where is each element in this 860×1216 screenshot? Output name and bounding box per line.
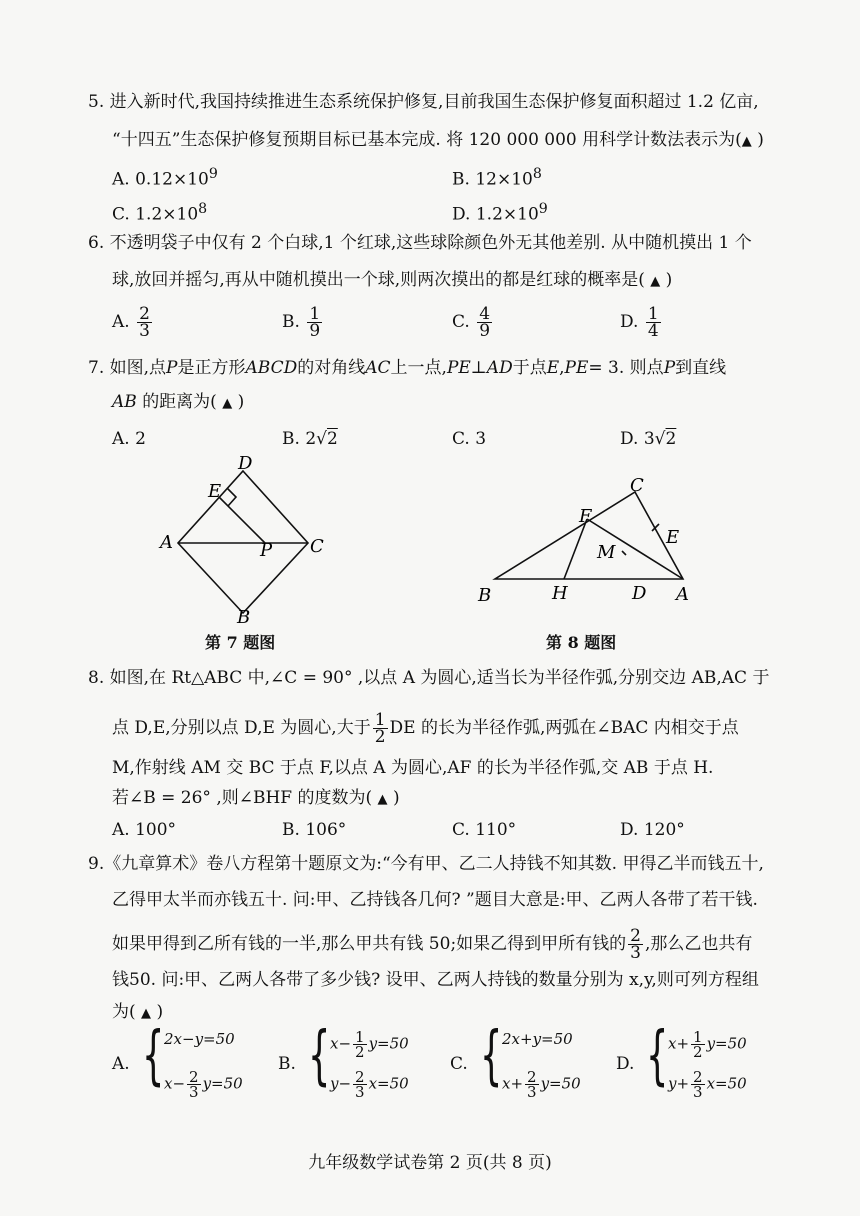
q8-option-d: D. 120° <box>620 820 685 840</box>
answer-mark: ▲ <box>141 1006 152 1021</box>
q5-option-d: D. $1.2\times 10^9$ <box>452 201 548 225</box>
q9-line5: 为( ▲ ) <box>112 1002 164 1022</box>
q9-option-d-label: D. <box>616 1054 635 1074</box>
label-b: B <box>237 607 251 628</box>
q6-option-c: C. $\frac{4}{9}$ <box>452 304 491 341</box>
right-angle-mark <box>227 488 236 506</box>
figure-7-caption: 第 7 题图 <box>205 633 276 652</box>
label-f: F <box>579 506 592 527</box>
q9-line3: 如果甲得到乙所有钱的一半,那么甲共有钱 50;如果乙得到甲所有钱的 $\frac{2}{3}$ ,那么乙也共有 <box>112 926 753 963</box>
q5-option-b: B. $12\times 10^8$ <box>452 166 542 190</box>
q7-option-d: D. 3√2 <box>620 429 677 449</box>
arc-m <box>622 551 626 555</box>
label-m: M <box>597 542 616 563</box>
label-d: D <box>238 455 253 474</box>
q5-option-c: C. $1.2\times 10^8$ <box>112 201 208 225</box>
figure-8-caption: 第 8 题图 <box>546 633 617 652</box>
question-number: 8. <box>88 668 105 688</box>
label-p: P <box>260 540 273 561</box>
q5-line2: “十四五”生态保护修复预期目标已基本完成. 将 120 000 000 用科学计数法表示为(▲ ) <box>112 130 764 150</box>
q6-option-d: D. $\frac{1}{4}$ <box>620 304 659 341</box>
q7-line1: 7. 如图,点P是正方形ABCD的对角线AC上一点,PE⊥AD于点E,PE= 3. 则点P到直线 <box>88 358 727 378</box>
question-number: 7. <box>88 358 105 378</box>
q8-option-a: A. 100° <box>112 820 177 840</box>
q9-option-b-label: B. <box>278 1054 296 1074</box>
q7-option-c: C. 3 <box>452 429 487 449</box>
answer-mark: ▲ <box>377 792 388 807</box>
q6-line1: 6. 不透明袋子中仅有 2 个白球,1 个红球,这些球除颜色外无其他差别. 从中随机摸出 1 个 <box>88 233 752 253</box>
q6-option-a: A. $\frac{2}{3}$ <box>112 304 150 341</box>
q9-line1: 9.《九章算术》卷八方程第十题原文为:“今有甲、乙二人持钱不知其数. 甲得乙半而钱五十, <box>88 854 764 874</box>
label-a: A <box>160 532 173 553</box>
question-number: 5. <box>88 92 105 112</box>
q7-option-b: B. 2√2 <box>282 429 338 449</box>
figure-7-diagram <box>150 455 350 630</box>
answer-mark: ▲ <box>741 134 752 149</box>
q8-option-c: C. 110° <box>452 820 517 840</box>
label-a: A <box>676 584 689 605</box>
q9-line4: 钱50. 问:甲、乙两人各带了多少钱? 设甲、乙两人持钱的数量分别为 x,y,则可列方程组 <box>112 970 759 990</box>
q8-option-b: B. 106° <box>282 820 347 840</box>
q9-option-c-label: C. <box>450 1054 468 1074</box>
q9-line2: 乙得甲太半而亦钱五十. 问:甲、乙持钱各几何? ”题目大意是:甲、乙两人各带了若干钱. <box>112 890 758 910</box>
segment-fh <box>564 519 587 579</box>
q9-option-a-label: A. <box>112 1054 130 1074</box>
q6-option-b: B. $\frac{1}{9}$ <box>282 304 321 341</box>
q5-option-a: A. $0.12\times 10^9$ <box>112 166 218 190</box>
answer-mark: ▲ <box>222 396 233 411</box>
question-number: 9. <box>88 854 105 874</box>
q6-line2: 球,放回并摇匀,再从中随机摸出一个球,则两次摸出的都是红球的概率是( ▲ ) <box>112 270 673 290</box>
q8-line3: M,作射线 AM 交 BC 于点 F,以点 A 为圆心,AF 的长为半径作弧,交 AB 于点 H. <box>112 758 714 778</box>
page-footer: 九年级数学试卷第 2 页(共 8 页) <box>308 1153 552 1173</box>
label-e: E <box>208 481 222 502</box>
label-c: C <box>310 536 324 557</box>
q8-line2: 点 D,E,分别以点 D,E 为圆心,大于 $\frac{1}{2}$ DE 的长为半径作弧,两弧在∠BAC 内相交于点 <box>112 710 739 747</box>
q8-line4: 若∠B = 26° ,则∠BHF 的度数为( ▲ ) <box>112 788 400 808</box>
answer-mark: ▲ <box>650 274 661 289</box>
square-abcd <box>178 471 308 613</box>
segment-pe <box>219 497 265 543</box>
q8-line1: 8. 如图,在 Rt△ABC 中,∠C = 90° ,以点 A 为圆心,适当长为半径作弧,分别交边 AB,AC 于 <box>88 668 770 688</box>
question-number: 6. <box>88 233 105 253</box>
label-b: B <box>478 585 492 606</box>
figure-8-diagram <box>470 475 700 610</box>
label-h: H <box>552 583 568 604</box>
q5-line1: 5. 进入新时代,我国持续推进生态系统保护修复,目前我国生态保护修复面积超过 1.2 亿亩, <box>88 92 759 112</box>
q7-line2: AB 的距离为( ▲ ) <box>112 392 245 412</box>
label-e: E <box>666 527 680 548</box>
label-c: C <box>630 475 644 496</box>
q7-option-a: A. 2 <box>112 429 146 449</box>
label-d: D <box>632 583 647 604</box>
